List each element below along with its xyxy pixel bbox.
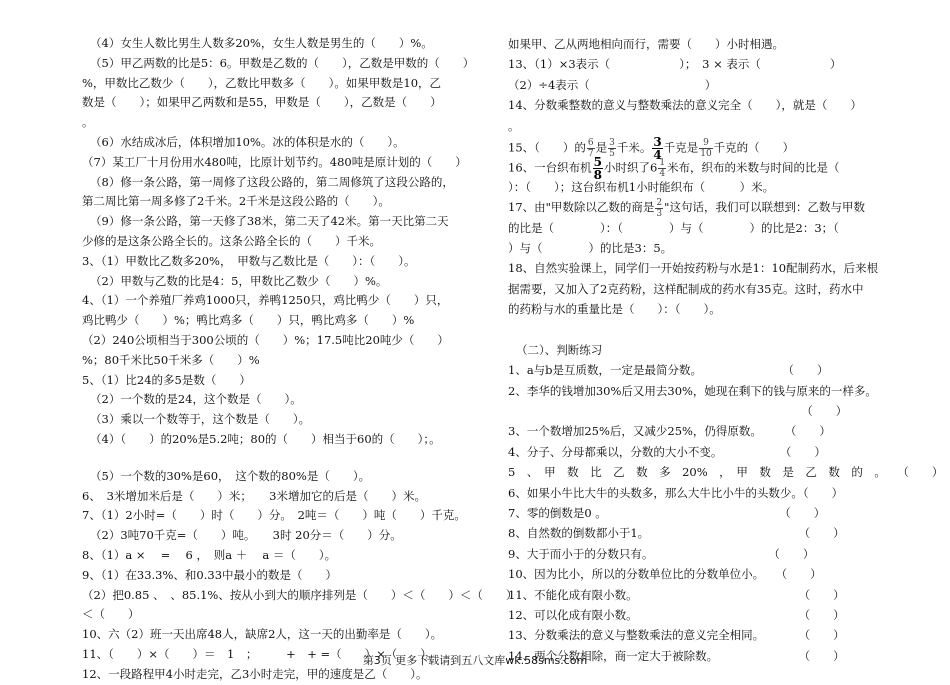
q17-text-b: "这句话，我们可以联想到：乙数与甲数 <box>664 200 865 215</box>
q15-text-b: 是 <box>595 140 608 155</box>
question-line: （8）修一条公路，第一周修了这段公路的，第二周修筑了这段公路的， <box>90 174 454 189</box>
judge-line: （ ） <box>508 404 848 419</box>
question-line: 少修的是这条公路全长的。这条公路全长的（ ）千米。 <box>82 233 381 248</box>
question-line: 14、分数乘整数的意义与整数乘法的意义完全（ ），就是（ ） <box>508 98 862 113</box>
fraction: $\frac{9}{10}$ <box>700 137 712 159</box>
question-line: 10、六（2）班一天出席48人，缺席2人，这一天的出勤率是（ ）。 <box>82 627 443 642</box>
question-line: （5）甲乙两数的比是5：6。甲数是乙数的（ ），乙数是甲数的（ ） <box>90 55 475 70</box>
question-17-line <box>508 197 890 217</box>
q15-text-c: 千米。 <box>616 140 652 155</box>
question-line: ）与（ ）的比是3：5。 <box>508 240 673 255</box>
question-line: 4、（1）一个养殖厂养鸡1000只，养鸭1250只，鸡比鸭少（ ）只， <box>82 293 449 308</box>
fraction: $\frac{2}{3}$ <box>656 197 663 219</box>
question-line: 如果甲、乙从两地相向而行，需要（ ）小时相遇。 <box>508 37 784 51</box>
question-line: 第二周比第一周多修了2千米。2千米是这段公路的（ ）。 <box>82 194 390 209</box>
question-line: 3、（1）甲数比乙数多20%， 甲数与乙数比是（ ）：（ ）。 <box>82 253 416 268</box>
question-line: （9）修一条公路，第一天修了38米，第二天了42米。第一天比第二天 <box>90 214 449 229</box>
question-line: 13、（1）×3表示（ ）； 3 × 表示（ ） <box>508 57 842 72</box>
judge-line: 5 、 甲 数 比 乙 数 多 20% ， 甲 数 是 乙 数 的 。 （ ） <box>508 465 944 480</box>
question-line: 18、自然实验课上，同学们一开始按药粉与水是1：10配制药水，后来根 <box>508 261 879 276</box>
fraction: $\frac{5}{8}$ <box>593 155 602 183</box>
question-line: （3）乘以一个数等于，这个数是（ ）。 <box>90 412 311 427</box>
judge-line: 7、零的倒数是0 。 （ ） <box>508 505 826 520</box>
q16-text-c: 米布，织布的米数与时间的比是（ <box>667 160 840 175</box>
judge-line: 8、自然数的倒数都小于1。 （ ） <box>508 526 845 541</box>
judge-line: 14、两个分数相除，商一定大于被除数。 （ ） <box>508 648 845 663</box>
q15-text-d: 千克是 <box>663 140 699 155</box>
question-line: （4）女生人数比男生人数多20%，女生人数是男生的（ ）%。 <box>90 36 433 50</box>
question-line: 的比是（ ）：（ ）与（ ）的比是2：3；（ <box>508 220 839 235</box>
question-line: 6、 3米增加米后是（ ）米； 3米增加它的后是（ ）米。 <box>82 488 426 503</box>
section-title: （二）、判断练习 <box>516 342 603 357</box>
judge-line: 1、a与b是互质数，一定是最简分数。 （ ） <box>508 363 829 378</box>
question-line: 8、（1）a × = 6 ， 则a ＋ a ＝（ ）。 <box>82 547 337 562</box>
judge-line: 3、一个数增加25%后，又减少25%，仍得原数。 （ ） <box>508 424 831 439</box>
question-line: （4）（ ）的20%是5.2吨；80的（ ）相当于60的（ ）；。 <box>90 431 441 446</box>
question-line: 5、（1）比24的多5是数（ ） <box>82 372 251 387</box>
question-line: （5）一个数的30%是60， 这个数的80%是（ ）。 <box>90 468 371 483</box>
judge-line: 11、不能化成有限小数。 （ ） <box>508 587 845 602</box>
question-line: %，甲数比乙数少（ ），乙数比甲数多（ ）。如果甲数是10，乙 <box>82 75 442 90</box>
q15-text-a: 15、（ ）的 <box>508 140 586 155</box>
question-15-line <box>508 134 890 162</box>
question-line: %；80千米比50千米多（ ）% <box>82 352 260 367</box>
fraction: $\frac{3}{4}$ <box>653 134 662 162</box>
judge-line: 12、可以化成有限小数。 （ ） <box>508 607 845 622</box>
question-line: （2）3吨70千克=（ ）吨。 3时 20分＝（ ）分。 <box>90 528 402 543</box>
blank-line <box>508 319 890 339</box>
question-line: （6）水结成冰后，体积增加10%。冰的体积是水的（ ）。 <box>90 134 405 149</box>
question-line: 数是（ ）；如果甲乙两数和是55，甲数是（ ），乙数是（ ） <box>82 95 442 110</box>
question-line: （2）甲数与乙数的比是4：5，甲数比乙数少（ ）%。 <box>90 273 388 288</box>
question-line: （2）240公顷相当于300公顷的（ ）%；17.5吨比20吨少（ ） <box>82 332 449 347</box>
q15-text-e: 千克的（ ） <box>713 140 795 155</box>
judge-line: 13、分数乘法的意义与整数乘法的意义完全相同。 （ ） <box>508 628 845 643</box>
question-16-line <box>508 155 890 183</box>
q16-text-b: 小时织了6 <box>604 160 658 175</box>
judge-line: 4、分子、分母都乘以，分数的大小不变。 （ ） <box>508 444 826 459</box>
fraction: $\frac{3}{5}$ <box>609 137 615 159</box>
question-line: 7、（1）2小时=（ ）时（ ）分。 2吨＝（ ）吨（ ）千克。 <box>82 508 466 523</box>
judge-line: 9、大于而小于的分数只有。 （ ） <box>508 546 815 561</box>
question-line: （7）某工厂十月份用水480吨，比原计划节约。480吨是原计划的（ ） <box>82 154 467 169</box>
question-line: （2）把0.85 、 、85.1%、按从小到大的顺序排列是（ ）＜（ ）＜（ ） <box>82 587 518 602</box>
judge-line: 6、如果小牛比大牛的头数多，那么大牛比小牛的头数少。（ ） <box>508 485 844 500</box>
right-column <box>508 34 944 666</box>
question-line: ）：（ ）；这台织布机1小时能织布（ ）米。 <box>508 179 775 194</box>
fraction: $\frac{6}{7}$ <box>587 137 594 159</box>
question-line: 12、一段路程甲4小时走完，乙3小时走完，甲的速度是乙（ ）。 <box>82 666 428 681</box>
q17-text-a: 17、由"甲数除以乙数的商是 <box>508 200 655 215</box>
judge-line: 10、因为比小，所以的分数单位比的分数单位小。 （ ） <box>508 567 822 582</box>
question-line: 据需要，又加入了2克药粉，这样配制成的药水有35克。这时，药水中 <box>508 281 864 296</box>
page-footer: 第3页 更多下载请到五八文库wk.58sms.com <box>362 654 588 667</box>
question-line: 。 <box>82 115 94 130</box>
question-line: ＜（ ） <box>82 607 140 622</box>
blank-line <box>82 450 457 467</box>
question-line: 的药粉与水的重量比是（ ）：（ ）。 <box>508 302 721 317</box>
question-line: 。 <box>508 118 520 133</box>
fraction: $\frac{1}{4}$ <box>659 158 666 180</box>
judge-line: 2、李华的钱增加30%后又用去30%，她现在剩下的钱与原来的一样多。 <box>508 383 877 398</box>
q16-text-a: 16、一台织布机 <box>508 160 592 175</box>
question-line: （2）÷4表示（ ） <box>508 77 717 92</box>
question-line: （2）一个数的是24，这个数是（ ）。 <box>90 392 302 407</box>
question-line: 9、（1）在33.3%、和0.33中最小的数是（ ） <box>82 567 338 582</box>
question-line: 鸡比鸭少（ ）%；鸭比鸡多（ ）只，鸭比鸡多（ ）% <box>82 313 415 328</box>
question-line: 11、（ ）×（ ）＝ 1 ； + + =（ ）×（ ）。 <box>82 646 438 661</box>
